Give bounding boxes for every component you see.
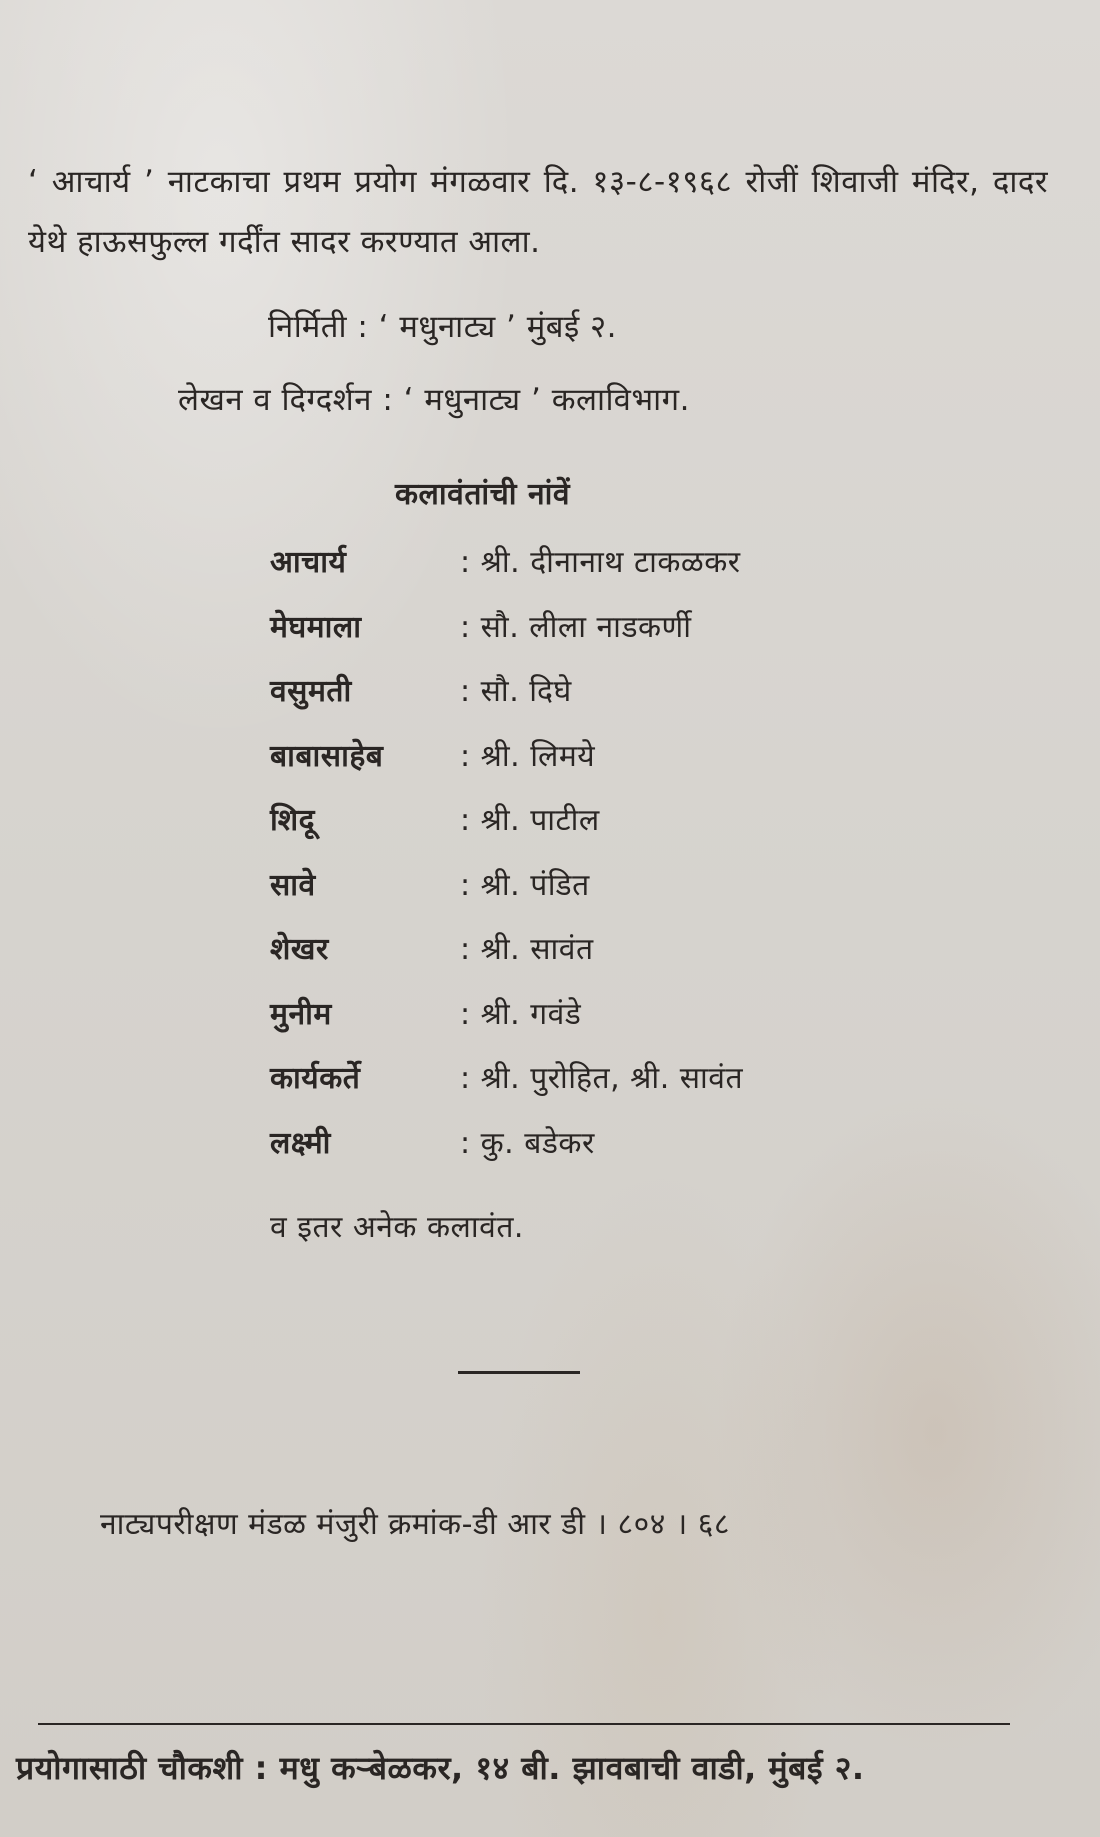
cast-role: मेघमाला [270, 609, 362, 645]
cast-actor: : श्री. पुरोहित, श्री. सावंत [460, 1061, 744, 1096]
cast-heading: कलावंतांची नांवें [395, 477, 571, 512]
footer-rule [38, 1723, 1010, 1725]
cast-row [270, 669, 970, 734]
cast-role: सावे [270, 867, 316, 903]
cast-role: शेखर [270, 932, 329, 967]
cast-actor: : श्री. लिमये [460, 738, 596, 774]
cast-role: बाबासाहेब [270, 738, 384, 774]
premiere-note: ‘ आचार्य ’ नाटकाचा प्रथम प्रयोग मंगळवार दि. १३-८-१९६८ रोजीं शिवाजी मंदिर, दादर येथे हाऊसफुल्ल गर्दींत सादर करण्यात आला. [28, 164, 1048, 260]
cast-role: कार्यकर्ते [270, 1061, 361, 1096]
cast-actor: : श्री. पंडित [460, 867, 590, 903]
booking-enquiry: प्रयोगासाठी चौकशी : मधु कर्‍बेळकर, १४ बी. झावबाची वाडी, मुंबई २. [16, 1749, 865, 1787]
cast-role: लक्ष्मी [270, 1125, 331, 1161]
cast-actor: : कु. बडेकर [460, 1125, 595, 1161]
cast-actor: : श्री. दीनानाथ टाकळकर [460, 545, 741, 580]
cast-row [270, 1056, 970, 1121]
production-credit: निर्मिती : ‘ मधुनाट्य ’ मुंबई २. [268, 309, 618, 345]
cast-row [270, 605, 970, 670]
cast-row [270, 927, 970, 992]
cast-actor: : सौ. दिघे [460, 674, 572, 709]
cast-actor: : श्री. सावंत [460, 932, 594, 967]
cast-role: आचार्य [270, 545, 347, 580]
censor-approval: नाट्यपरीक्षण मंडळ मंजुरी क्रमांक-डी आर डी । ८०४ । ६८ [100, 1507, 730, 1542]
cast-row [270, 863, 970, 928]
cast-row [270, 798, 970, 863]
cast-role: मुनीम [270, 996, 332, 1032]
cast-row [270, 540, 970, 605]
cast-list [270, 540, 970, 1185]
cast-role: वसुमती [270, 674, 352, 709]
cast-actor: : श्री. गवंडे [460, 996, 582, 1032]
writing-direction-credit: लेखन व दिग्दर्शन : ‘ मधुनाट्य ’ कलाविभाग. [178, 382, 690, 418]
cast-footer: व इतर अनेक कलावंत. [270, 1210, 524, 1245]
cast-role: शिदू [270, 803, 316, 838]
cast-actor: : सौ. लीला नाडकर्णी [460, 609, 692, 645]
cast-row [270, 734, 970, 799]
section-divider [458, 1371, 580, 1374]
cast-actor: : श्री. पाटील [460, 803, 600, 838]
cast-row [270, 992, 970, 1057]
cast-row [270, 1121, 970, 1186]
